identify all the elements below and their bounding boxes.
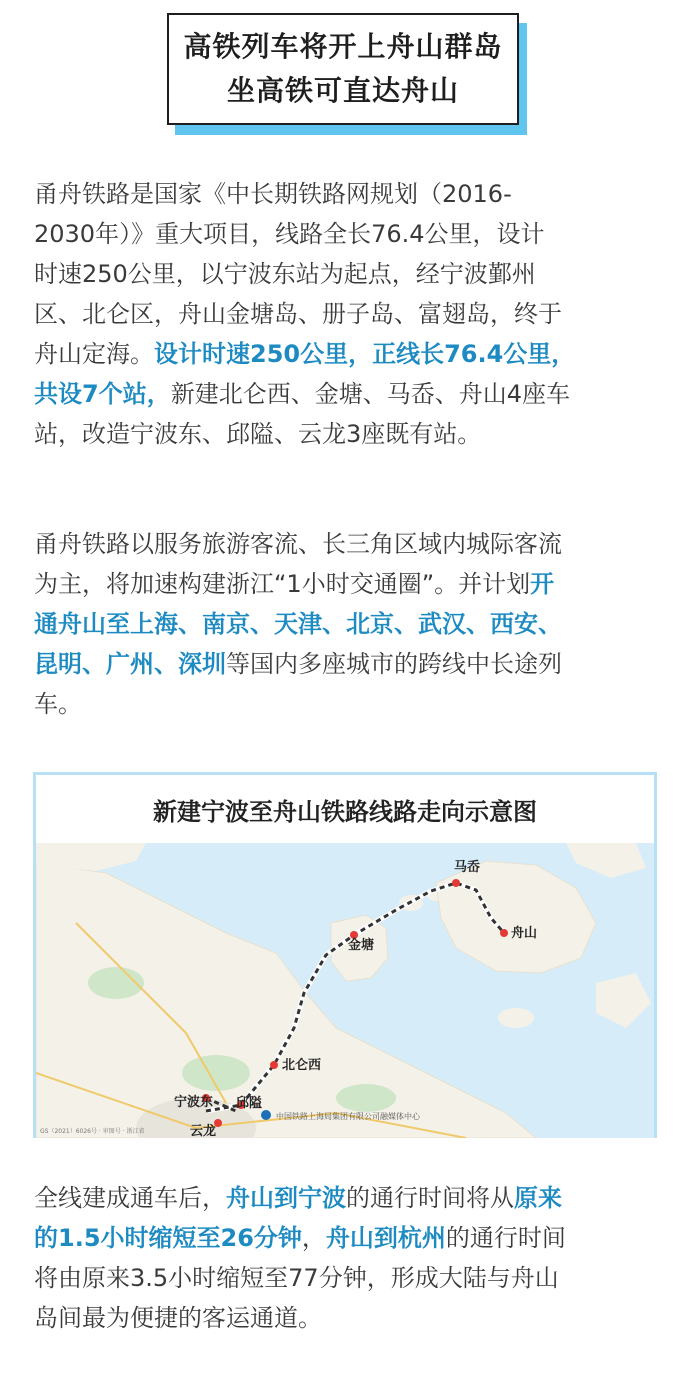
p1-line-5-plain: 舟山定海。: [34, 340, 154, 368]
p3-line-2-plain-a: ，: [301, 1224, 326, 1252]
p1-line-4: 区、北仑区，舟山金塘岛、册子岛、富翅岛，终于: [34, 300, 562, 328]
p2-line-4-highlight: 昆明、广州、深圳: [34, 650, 226, 678]
p1-line-3: 时速250公里，以宁波东站为起点，经宁波鄞州: [34, 260, 536, 288]
p2-line-4-plain: 等国内多座城市的跨线中长途列: [226, 650, 562, 678]
p1-line-1: 甬舟铁路是国家《中长期铁路网规划（2016-: [34, 180, 512, 208]
p1-line-6: [34, 374, 658, 414]
paragraph-3: [34, 1178, 658, 1338]
p3-line-4: 岛间最为便捷的客运通道。: [34, 1304, 322, 1332]
small-island: [498, 1008, 534, 1028]
station-qiuai-label: 邱隘: [236, 1096, 263, 1111]
map-title: 新建宁波至舟山铁路线路走向示意图: [36, 775, 654, 843]
title-card: [167, 13, 527, 135]
p1-line-6-highlight: 共设7个站，: [34, 380, 171, 408]
station-ningbodong-label: 宁波东: [174, 1095, 214, 1110]
p2-line-2: [34, 564, 658, 604]
p2-line-4: [34, 644, 658, 684]
p2-line-5: 车。: [34, 690, 82, 718]
green-area: [336, 1084, 396, 1112]
station-mazhou-label: 马岙: [454, 860, 481, 875]
p2-line-2-plain: 为主，将加速构建浙江“1小时交通圈”。并计划: [34, 570, 531, 598]
p3-line-2-plain-b: 的通行时间: [445, 1224, 566, 1252]
map-credit: 中国铁路上海局集团有限公司融媒体中心: [276, 1112, 420, 1121]
p1-line-5: [34, 334, 658, 374]
p3-line-3: 将由原来3.5小时缩短至77分钟，形成大陆与舟山: [34, 1264, 559, 1292]
p2-line-1: 甬舟铁路以服务旅游客流、长三角区域内城际客流: [34, 530, 562, 558]
title-line-1: 高铁列车将开上舟山群岛: [183, 30, 503, 63]
p3-line-2-highlight-b: 舟山到杭州: [325, 1224, 446, 1252]
station-beilunxi-marker: [270, 1061, 278, 1069]
railway-logo-icon: [261, 1110, 271, 1120]
p3-line-1-highlight-b: 原来: [514, 1184, 562, 1212]
paragraph-1: [34, 174, 658, 454]
station-jintang-label: 金塘: [348, 938, 375, 953]
p3-line-1: [34, 1178, 658, 1218]
p3-line-1-plain-b: 的通行时间将从: [346, 1184, 514, 1212]
station-zhoushan-label: 舟山: [511, 926, 538, 941]
p1-line-6-plain: 新建北仑西、金塘、马岙、舟山4座车: [170, 380, 570, 408]
route-map: [33, 772, 657, 1138]
p3-line-1-plain-a: 全线建成通车后，: [34, 1184, 226, 1212]
title-box: [167, 13, 519, 125]
map-source: GS（2021）6026号 · 审图号 · 浙江省: [40, 1128, 145, 1135]
station-yunlong-label: 云龙: [190, 1124, 217, 1138]
title-line-2: 坐高铁可直达舟山: [226, 74, 459, 107]
map-graphic: [36, 843, 654, 1138]
p1-line-2: 2030年）》重大项目，线路全长76.4公里，设计: [34, 220, 545, 248]
station-beilunxi-label: 北仑西: [282, 1058, 322, 1073]
p1-line-7: 站，改造宁波东、邱隘、云龙3座既有站。: [34, 420, 482, 448]
p2-line-2-highlight: 开: [530, 570, 555, 598]
p2-line-3: 通舟山至上海、南京、天津、北京、武汉、西安、: [34, 610, 562, 638]
p3-line-1-highlight-a: 舟山到宁波: [226, 1184, 346, 1212]
p3-line-2: [34, 1218, 658, 1258]
station-zhoushan-marker: [500, 929, 508, 937]
p3-line-2-highlight-a: 的1.5小时缩短至26分钟: [34, 1224, 302, 1252]
station-mazhou-marker: [452, 879, 460, 887]
p1-line-5-highlight: 设计时速250公里，正线长76.4公里，: [154, 340, 576, 368]
paragraph-2: [34, 524, 658, 724]
